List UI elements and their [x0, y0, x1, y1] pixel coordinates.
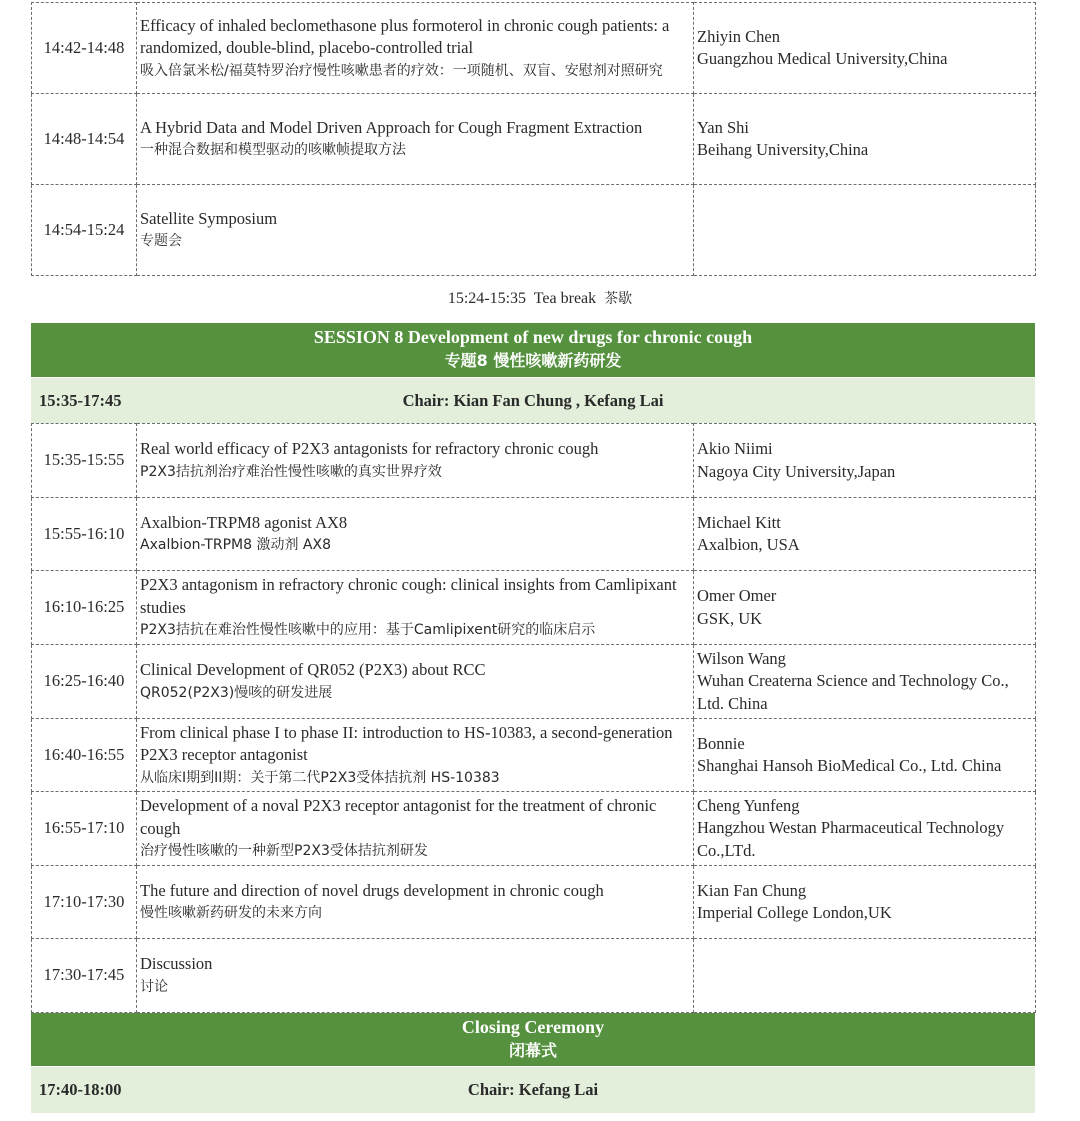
speaker-cell	[694, 498, 1036, 571]
talk-title: The future and direction of novel drugs development in chronic cough	[140, 880, 604, 900]
speaker-name: Omer Omer	[697, 586, 777, 605]
speaker-cell	[694, 571, 1036, 645]
talk-title-zh: 治疗慢性咳嗽的一种新型P2X3受体拮抗剂研发	[140, 843, 428, 859]
speaker-affiliation: GSK, UK	[697, 608, 763, 628]
talk-title: A Hybrid Data and Model Driven Approach for Cough Fragment Extraction	[140, 117, 643, 137]
talk-title: Efficacy of inhaled beclomethasone plus formoterol in chronic cough patients: a randomized, double-blind, placebo-controlled trial	[140, 15, 670, 57]
session-time: 17:10-17:30	[32, 866, 137, 939]
speaker-affiliation: Beihang University,China	[697, 140, 869, 159]
table-row	[32, 424, 1036, 498]
table-row	[32, 719, 1036, 792]
session8-chair-label: Chair: Kian Fan Chung , Kefang Lai	[402, 391, 664, 410]
session-time: 14:48-14:54	[32, 94, 137, 185]
talk-title-cell	[137, 498, 694, 571]
talk-title: From clinical phase I to phase II: introduction to HS-10383, a second-generation P2X3 receptor antagonist	[140, 722, 673, 764]
talk-title-zh: 慢性咳嗽新药研发的未来方向	[140, 905, 322, 922]
speaker-affiliation: Guangzhou Medical University,China	[697, 49, 948, 68]
session-time: 16:55-17:10	[32, 792, 137, 866]
talk-title-zh: 吸入倍氯米松/福莫特罗治疗慢性咳嗽患者的疗效：一项随机、双盲、安慰剂对照研究	[140, 62, 663, 79]
talk-title-cell	[137, 939, 694, 1013]
talk-title: Real world efficacy of P2X3 antagonists for refractory chronic cough	[140, 439, 599, 459]
session-time: 14:42-14:48	[32, 3, 137, 94]
speaker-cell	[694, 866, 1036, 939]
speaker-cell	[694, 645, 1036, 719]
talk-title-zh: Axalbion-TRPM8 激动剂 AX8	[140, 537, 331, 554]
talk-title-cell	[137, 3, 694, 94]
session8-rows	[32, 424, 1036, 1013]
speaker-name: Bonnie	[697, 733, 745, 753]
tea-break-time: 15:24-15:35	[447, 290, 527, 307]
talk-title: Satellite Symposium	[140, 208, 278, 228]
session-time: 16:25-16:40	[32, 645, 137, 719]
talk-title-cell	[137, 424, 694, 498]
talk-title-cell	[137, 645, 694, 719]
speaker-name: Akio Niimi	[697, 439, 773, 458]
talk-title-cell	[137, 571, 694, 645]
table-row	[32, 939, 1036, 1013]
talk-title: Clinical Development of QR052 (P2X3) about RCC	[140, 660, 486, 680]
talk-title-zh: 从临床I期到II期：关于第二代P2X3受体拮抗剂 HS-10383	[140, 769, 500, 786]
speaker-name: Wilson Wang	[697, 648, 786, 668]
talk-title: P2X3 antagonism in refractory chronic cough: clinical insights from Camlipixant studies	[140, 575, 677, 617]
speaker-name: Cheng Yunfeng	[697, 795, 800, 815]
table-row	[32, 94, 1036, 185]
talk-title-zh: 一种混合数据和模型驱动的咳嗽帧提取方法	[140, 142, 406, 159]
talk-title-cell	[137, 792, 694, 866]
session8-title-zh: 专题8 慢性咳嗽新药研发	[444, 351, 622, 370]
talk-title-cell	[137, 185, 694, 276]
session8-banner	[31, 323, 1035, 377]
session-time: 15:55-16:10	[32, 498, 137, 571]
session8-chair-bar	[31, 378, 1035, 423]
session-time: 15:35-15:55	[32, 424, 137, 498]
schedule-table-top	[31, 2, 1036, 276]
speaker-affiliation: Imperial College London,UK	[697, 903, 892, 922]
talk-title-zh: 讨论	[140, 978, 168, 995]
closing-title: Closing Ceremony	[461, 1017, 605, 1037]
closing-title-zh: 闭幕式	[508, 1041, 557, 1060]
speaker-cell	[694, 3, 1036, 94]
table-row	[32, 3, 1036, 94]
table-row	[32, 645, 1036, 719]
speaker-cell	[694, 94, 1036, 185]
speaker-cell	[694, 424, 1036, 498]
tea-break-label: Tea break	[533, 290, 597, 307]
speaker-name: Zhiyin Chen	[697, 26, 780, 46]
speaker-name: Kian Fan Chung	[697, 880, 807, 900]
speaker-cell	[694, 185, 1036, 276]
session8-title: SESSION 8 Development of new drugs for chronic cough	[313, 327, 753, 347]
talk-title-cell	[137, 866, 694, 939]
closing-banner	[31, 1013, 1035, 1066]
session-time: 16:40-16:55	[32, 719, 137, 792]
session-time: 17:30-17:45	[32, 939, 137, 1013]
speaker-affiliation: Axalbion, USA	[697, 535, 800, 554]
talk-title-zh: QR052(P2X3)慢咳的研发进展	[140, 684, 333, 701]
table-row	[32, 498, 1036, 571]
session8-chair-time: 15:35-17:45	[39, 391, 122, 410]
speaker-cell	[694, 719, 1036, 792]
table-row	[32, 185, 1036, 276]
speaker-affiliation: Shanghai Hansoh BioMedical Co., Ltd. China	[697, 756, 1002, 775]
speaker-affiliation: Nagoya City University,Japan	[697, 461, 896, 481]
table-row	[32, 571, 1036, 645]
talk-title-zh: P2X3拮抗在难治性慢性咳嗽中的应用：基于Camlipixent研究的临床启示	[140, 622, 596, 638]
speaker-cell	[694, 939, 1036, 1013]
closing-chair-time: 17:40-18:00	[39, 1080, 122, 1099]
talk-title-zh: P2X3拮抗剂治疗难治性慢性咳嗽的真实世界疗效	[140, 463, 442, 480]
session-time: 14:54-15:24	[32, 185, 137, 276]
speaker-cell	[694, 792, 1036, 866]
talk-title: Axalbion-TRPM8 agonist AX8	[140, 512, 348, 532]
talk-title-cell	[137, 719, 694, 792]
table-row	[32, 866, 1036, 939]
talk-title: Development of a noval P2X3 receptor antagonist for the treatment of chronic cough	[140, 796, 657, 838]
speaker-name: Michael Kitt	[697, 512, 781, 532]
speaker-name: Yan Shi	[697, 117, 749, 137]
talk-title-zh: 专题会	[140, 233, 182, 250]
session-time: 16:10-16:25	[32, 571, 137, 645]
talk-title-cell	[137, 94, 694, 185]
closing-chair-bar	[31, 1067, 1035, 1113]
speaker-affiliation: Wuhan Createrna Science and Technology Co., Ltd. China	[697, 671, 1009, 713]
schedule-table-session8	[31, 423, 1036, 1013]
table-row	[32, 792, 1036, 866]
talk-title: Discussion	[140, 954, 213, 974]
speaker-affiliation: Hangzhou Westan Pharmaceutical Technology Co.,LTd.	[697, 818, 1005, 860]
tea-break-label-zh: 茶歇	[604, 291, 633, 307]
top-rows	[32, 3, 1036, 276]
closing-chair-label: Chair: Kefang Lai	[467, 1080, 599, 1099]
tea-break	[0, 288, 1080, 310]
